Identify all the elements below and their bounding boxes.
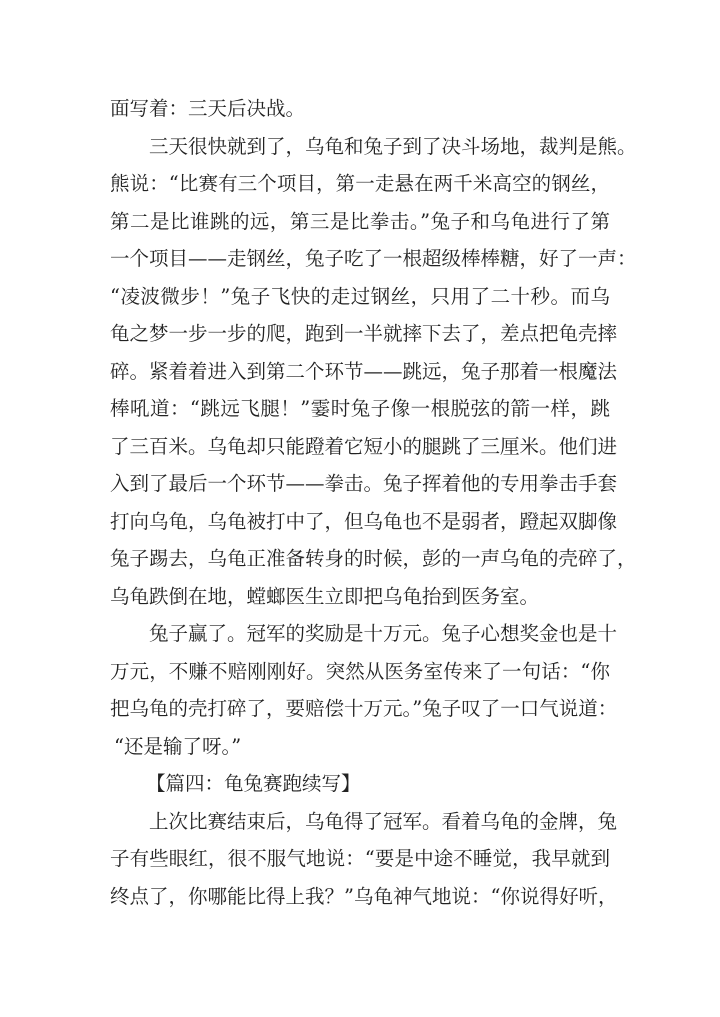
section-heading: 【篇四：龟兔赛跑续写】 — [146, 772, 361, 795]
paragraph-line: 熊说：“比赛有三个项目，第一走悬在两千米高空的钢丝， — [110, 172, 610, 195]
paragraph-line: 第二是比谁跳的远，第三是比拳击。”兔子和乌龟进行了第 — [110, 209, 610, 233]
paragraph-line: 打向乌龟，乌龟被打中了，但乌龟也不是弱者，蹬起双脚像 — [110, 509, 618, 533]
paragraph-line: 子有些眼红，很不服气地说：“要是中途不睡觉，我早就到 — [110, 847, 610, 870]
paragraph-line: 一个项目——走钢丝，兔子吃了一根超级棒棒糖，好了一声： — [110, 247, 637, 270]
paragraph-line: 兔子踢去，乌龟正准备转身的时候，彭的一声乌龟的壳碎了， — [110, 547, 637, 570]
paragraph-line: 乌龟跌倒在地，螳螂医生立即把乌龟抬到医务室。 — [110, 584, 540, 608]
paragraph-line: 把乌龟的壳打碎了，要赔偿十万元。”兔子叹了一口气说道： — [110, 697, 618, 720]
paragraph-line: 三天很快就到了，乌龟和兔子到了决斗场地，裁判是熊。 — [149, 134, 637, 158]
paragraph-line: 碎。紧着着进入到第二个环节——跳远，兔子那着一根魔法 — [110, 359, 618, 383]
paragraph-line: “凌波微步！”兔子飞快的走过钢丝，只用了二十秒。而乌 — [110, 284, 610, 308]
paragraph-line: 兔子赢了。冠军的奖励是十万元。兔子心想奖金也是十 — [149, 622, 618, 645]
paragraph-line: 了三百米。乌龟却只能蹬着它短小的腿跳了三厘米。他们进 — [110, 434, 618, 458]
document-body — [110, 90, 637, 915]
paragraph-line: 棒吼道：“跳远飞腿！”霎时兔子像一根脱弦的箭一样，跳 — [110, 397, 610, 420]
paragraph-line: 万元，不赚不赔刚刚好。突然从医务室传来了一句话：“你 — [110, 659, 610, 683]
paragraph-line: 龟之梦一步一步的爬，跑到一半就摔下去了，差点把龟壳摔 — [110, 322, 618, 345]
paragraph-line: 上次比赛结束后，乌龟得了冠军。看着乌龟的金牌，兔 — [149, 809, 618, 833]
paragraph-line: 终点了，你哪能比得上我？”乌龟神气地说：“你说得好听， — [110, 884, 618, 908]
paragraph-line: 面写着：三天后决战。 — [110, 97, 306, 120]
paragraph-line: 入到了最后一个环节——拳击。兔子挥着他的专用拳击手套 — [110, 472, 618, 495]
paragraph-line: “还是输了呀。” — [114, 734, 242, 758]
